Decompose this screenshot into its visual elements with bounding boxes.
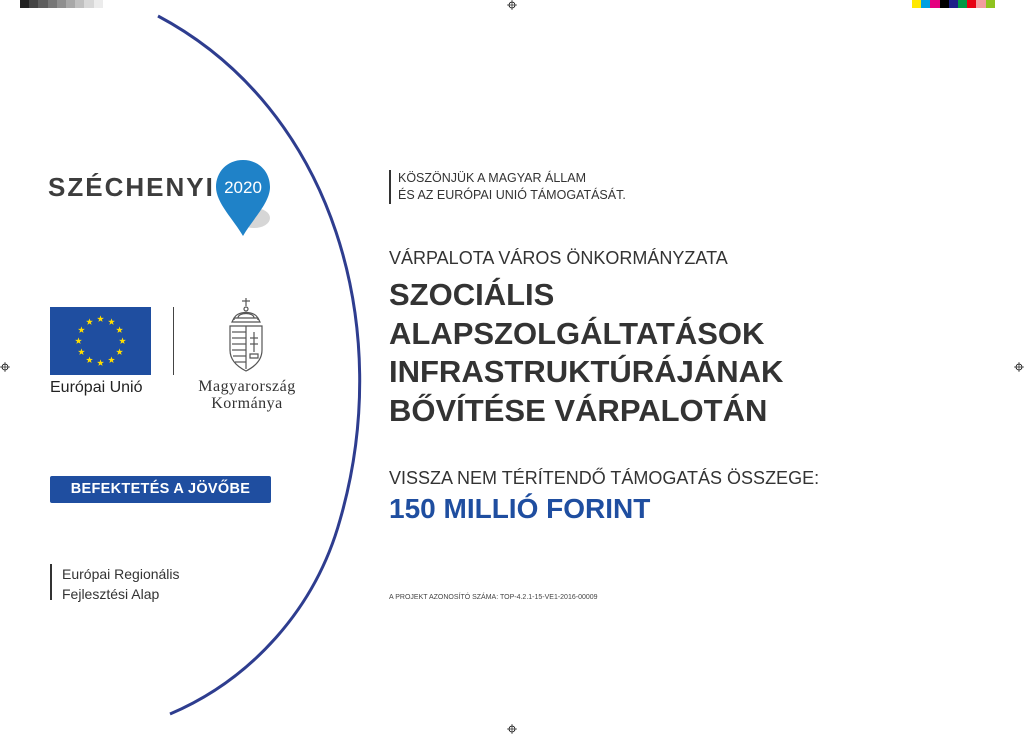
project-title-line: ALAPSZOLGÁLTATÁSOK xyxy=(389,315,765,351)
organization-name: VÁRPALOTA VÁROS ÖNKORMÁNYZATA xyxy=(389,248,728,268)
fund-divider xyxy=(50,564,52,600)
project-title-line: INFRASTRUKTÚRÁJÁNAK xyxy=(389,354,784,389)
government-label-line2: Kormánya xyxy=(211,395,283,412)
thanks-divider xyxy=(389,170,391,204)
thanks-line2: ÉS AZ EURÓPAI UNIÓ TÁMOGATÁSÁT. xyxy=(398,188,626,202)
government-label xyxy=(186,378,308,412)
szechenyi-year: 2020 xyxy=(224,178,262,197)
eu-flag xyxy=(50,307,151,375)
project-title-line: BŐVÍTÉSE VÁRPALOTÁN xyxy=(389,392,768,428)
location-pin-icon xyxy=(214,158,274,240)
thanks-text xyxy=(398,170,626,204)
fund-name xyxy=(62,564,180,604)
government-label-line1: Magyarország xyxy=(198,378,296,395)
fund-name-line1: Európai Regionális xyxy=(62,566,180,582)
fund-name-line2: Fejlesztési Alap xyxy=(62,586,160,602)
investment-badge: BEFEKTETÉS A JÖVŐBE xyxy=(50,476,271,503)
project-title xyxy=(389,276,1009,430)
project-id: A PROJEKT AZONOSÍTÓ SZÁMA: TOP-4.2.1-15-VE1-2016-00009 xyxy=(389,594,598,601)
thanks-line1: KÖSZÖNJÜK A MAGYAR ÁLLAM xyxy=(398,171,587,185)
logo-divider xyxy=(173,307,174,375)
grant-label: VISSZA NEM TÉRÍTENDŐ TÁMOGATÁS ÖSSZEGE: xyxy=(389,468,820,488)
coat-of-arms-icon xyxy=(224,296,268,374)
grant-amount: 150 MILLIÓ FORINT xyxy=(389,493,651,524)
szechenyi-wordmark: SZÉCHENYI xyxy=(48,172,215,202)
eu-label: Európai Unió xyxy=(50,379,143,396)
project-title-line: SZOCIÁLIS xyxy=(389,277,555,312)
